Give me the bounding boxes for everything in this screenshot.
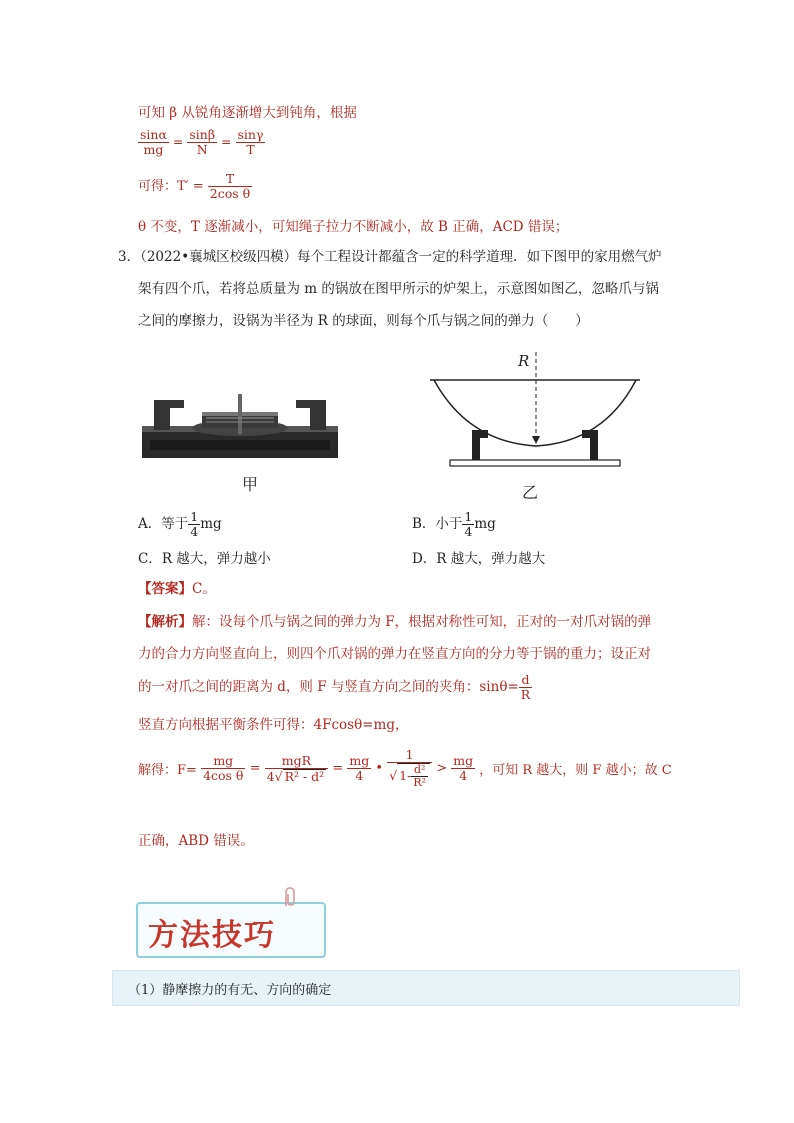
f4-rad-num: d² xyxy=(411,764,428,777)
option-b-den: 4 xyxy=(464,524,473,539)
answer-tag: 【答案】 xyxy=(138,581,192,597)
equals: = xyxy=(172,134,184,149)
option-b-num: 1 xyxy=(464,509,473,524)
analysis-final: 正确，ABD 错误。 xyxy=(138,833,254,849)
equals: = xyxy=(221,134,232,149)
greater-than: > xyxy=(436,761,448,776)
ratio-a-den: mg xyxy=(143,142,164,157)
method-item-1: （1）静摩擦力的有无、方向的确定 xyxy=(128,983,332,998)
gas-stove-photo xyxy=(140,390,340,460)
ratio-b-num: sinβ xyxy=(189,127,216,142)
option-a[interactable] xyxy=(138,510,222,539)
f3-num: mg xyxy=(349,753,370,768)
result-num: T xyxy=(208,172,252,187)
question-line-2: 架有四个爪，若将总质量为 m 的锅放在图甲所示的炉架上，示意图如图乙，忽略爪与锅 xyxy=(138,281,659,297)
f2-num: mgR xyxy=(265,754,329,769)
paperclip-icon xyxy=(282,886,298,908)
f1-num: mg xyxy=(201,754,245,769)
answer-value: C。 xyxy=(192,581,216,597)
f1-den: 4cos θ xyxy=(203,768,244,783)
analysis-line-4: 竖直方向根据平衡条件可得：4Fcosθ=mg， xyxy=(138,717,409,733)
solve-formula: 解得：F= $\frac{mg}{\text{4cos θ}}$ = $\frac{\text{mgR}}{\text{4√ R² - d²}}$ = $\frac{mg}{4}$ • 1 √ 1- $\frac{\text{d²}}{\text{R²}}$ > $\frac{mg}{4}$ ，可知 R 越大，则 F 越小；故 C xyxy=(138,747,672,789)
option-c[interactable]: C．R 越大，弹力越小 xyxy=(138,551,271,567)
radius-label: R xyxy=(518,352,530,370)
solve-suffix: ，可知 R 越大，则 F 越小；故 C xyxy=(479,763,672,778)
pot-schematic-diagram xyxy=(428,350,642,474)
equals: = xyxy=(332,761,344,776)
equals: = xyxy=(249,761,261,776)
f3-den: 4 xyxy=(355,768,364,783)
sin-den: R xyxy=(520,687,531,702)
derivation-line: 可知 β 从锐角逐渐增大到钝角，根据 xyxy=(138,105,357,121)
derivation-conclusion: θ 不变，T 逐渐减小，可知绳子拉力不断减小，故 B 正确，ACD 错误； xyxy=(138,219,569,235)
ratio-b-den: N xyxy=(196,142,208,157)
f2-den-pre: 4 xyxy=(266,768,275,784)
option-b-suffix: mg xyxy=(474,516,496,532)
option-d[interactable]: D．R 越大，弹力越大 xyxy=(412,551,546,567)
result-prefix: 可得：T′ = xyxy=(138,179,204,194)
multiply-dot: • xyxy=(375,761,384,776)
f4-rad-pre: 1- xyxy=(399,768,412,783)
option-b[interactable] xyxy=(412,510,496,539)
solve-prefix: 解得：F= xyxy=(138,763,197,778)
option-b-prefix: B．小于 xyxy=(412,516,463,532)
analysis-text-3: 的一对爪之间的距离为 d，则 F 与竖直方向之间的夹角：sinθ= xyxy=(138,679,519,695)
option-a-prefix: A．等于 xyxy=(138,516,189,532)
f4-rad-den: R² xyxy=(413,776,427,789)
sin-num: d xyxy=(519,673,532,688)
f5-num: mg xyxy=(453,753,474,768)
question-line-1: 3．（2022•襄城区校级四模）每个工程设计都蕴含一定的科学道理．如下图甲的家用燃气炉 xyxy=(118,249,662,265)
ratio-c-den: T xyxy=(246,142,255,157)
option-a-den: 4 xyxy=(190,524,199,539)
method-banner-title: 方法技巧 xyxy=(148,918,276,953)
analysis-tag: 【解析】 xyxy=(138,614,192,630)
sine-ratio-formula xyxy=(138,128,265,157)
answer-line xyxy=(138,580,216,598)
question-line-3: 之间的摩擦力，设锅为半径为 R 的球面，则每个爪与锅之间的弹力（ ） xyxy=(138,313,589,329)
option-a-suffix: mg xyxy=(200,516,222,532)
option-a-num: 1 xyxy=(190,509,199,524)
figure-left-label: 甲 xyxy=(242,475,259,494)
f4-num: 1 xyxy=(387,748,432,763)
ratio-a-num: sinα xyxy=(140,127,167,142)
figure-right-label: 乙 xyxy=(522,483,539,502)
analysis-line-3 xyxy=(138,673,532,702)
result-den: 2cos θ xyxy=(209,186,251,201)
f2-den-radicand: R² - d² xyxy=(284,768,325,784)
analysis-text-1: 解：设每个爪与锅之间的弹力为 F，根据对称性可知，正对的一对爪对锅的弹 xyxy=(192,614,652,630)
ratio-c-num: sinγ xyxy=(237,127,264,142)
analysis-line-2: 力的合力方向竖直向上，则四个爪对锅的弹力在竖直方向的分力等于锅的重力；设正对 xyxy=(138,646,651,662)
analysis-line-1 xyxy=(138,613,651,631)
result-formula xyxy=(138,172,252,201)
f5-den: 4 xyxy=(459,768,468,783)
